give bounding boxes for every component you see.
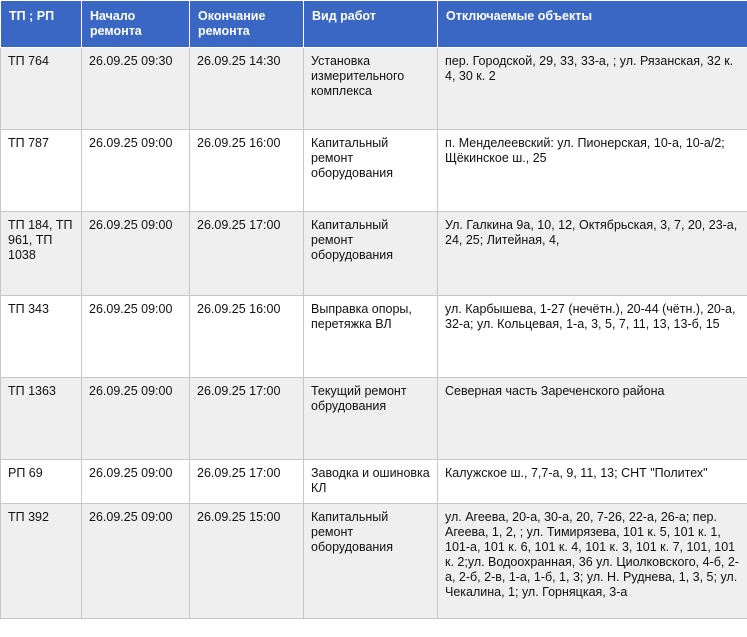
cell-start: 26.09.25 09:00 — [82, 296, 190, 378]
header-work: Вид работ — [304, 1, 438, 48]
table-row — [1, 212, 747, 296]
cell-work: Капитальный ремонт оборудования — [304, 130, 438, 212]
header-start: Начало ремонта — [82, 1, 190, 48]
header-objects: Отключаемые объекты — [438, 1, 747, 48]
cell-work: Капитальный ремонт оборудования — [304, 212, 438, 296]
cell-end: 26.09.25 17:00 — [190, 378, 304, 460]
table-row — [1, 48, 747, 130]
cell-tp: ТП 787 — [1, 130, 82, 212]
cell-objects: ул. Карбышева, 1-27 (нечётн.), 20-44 (чётн.), 20-а, 32-а; ул. Кольцевая, 1-а, 3, 5, 7, 11, 13, 13-б, 15 — [438, 296, 747, 378]
cell-tp: ТП 764 — [1, 48, 82, 130]
cell-work: Капитальный ремонт оборудования — [304, 504, 438, 619]
table-row — [1, 130, 747, 212]
cell-end: 26.09.25 17:00 — [190, 212, 304, 296]
cell-tp: ТП 343 — [1, 296, 82, 378]
cell-objects: Ул. Галкина 9а, 10, 12, Октябрьская, 3, 7, 20, 23-а, 24, 25; Литейная, 4, — [438, 212, 747, 296]
table-row — [1, 378, 747, 460]
cell-end: 26.09.25 15:00 — [190, 504, 304, 619]
cell-objects: ул. Агеева, 20-а, 30-а, 20, 7-26, 22-а, 26-а; пер. Агеева, 1, 2, ; ул. Тимирязева, 101 к. 5, 101 к. 1, 101-а, 101 к. 6, 101 к. 4, 101 к. 3, 101 к. 7, 101, 101 к. 2;ул. Водоохранная, 36 ул. Циолковского, 4-б, 2-а, 2-б, 2-в, 1-а, 1-б, 1, 3; ул. Н. Руднева, 1, 3, 5; ул. Чекалина, 1; ул. Горняцкая, 3-а — [438, 504, 747, 619]
cell-start: 26.09.25 09:00 — [82, 460, 190, 504]
cell-work: Текущий ремонт обрудования — [304, 378, 438, 460]
cell-start: 26.09.25 09:30 — [82, 48, 190, 130]
cell-tp: ТП 1363 — [1, 378, 82, 460]
cell-end: 26.09.25 14:30 — [190, 48, 304, 130]
cell-start: 26.09.25 09:00 — [82, 212, 190, 296]
cell-objects: Северная часть Зареченского района — [438, 378, 747, 460]
cell-start: 26.09.25 09:00 — [82, 130, 190, 212]
table-row — [1, 504, 747, 619]
cell-tp: ТП 184, ТП 961, ТП 1038 — [1, 212, 82, 296]
table-row — [1, 296, 747, 378]
table-row — [1, 460, 747, 504]
header-end: Окончание ремонта — [190, 1, 304, 48]
cell-objects: пер. Городской, 29, 33, 33-а, ; ул. Рязанская, 32 к. 4, 30 к. 2 — [438, 48, 747, 130]
table-header-row — [1, 1, 747, 48]
cell-tp: РП 69 — [1, 460, 82, 504]
cell-start: 26.09.25 09:00 — [82, 378, 190, 460]
cell-end: 26.09.25 17:00 — [190, 460, 304, 504]
cell-start: 26.09.25 09:00 — [82, 504, 190, 619]
cell-end: 26.09.25 16:00 — [190, 130, 304, 212]
cell-end: 26.09.25 16:00 — [190, 296, 304, 378]
header-tp: ТП ; РП — [1, 1, 82, 48]
cell-tp: ТП 392 — [1, 504, 82, 619]
cell-work: Выправка опоры, перетяжка ВЛ — [304, 296, 438, 378]
cell-work: Установка измерительного комплекса — [304, 48, 438, 130]
cell-work: Заводка и ошиновка КЛ — [304, 460, 438, 504]
cell-objects: Калужское ш., 7,7-а, 9, 11, 13; СНТ "Политех" — [438, 460, 747, 504]
cell-objects: п. Менделеевский: ул. Пионерская, 10-а, 10-а/2; Щёкинское ш., 25 — [438, 130, 747, 212]
